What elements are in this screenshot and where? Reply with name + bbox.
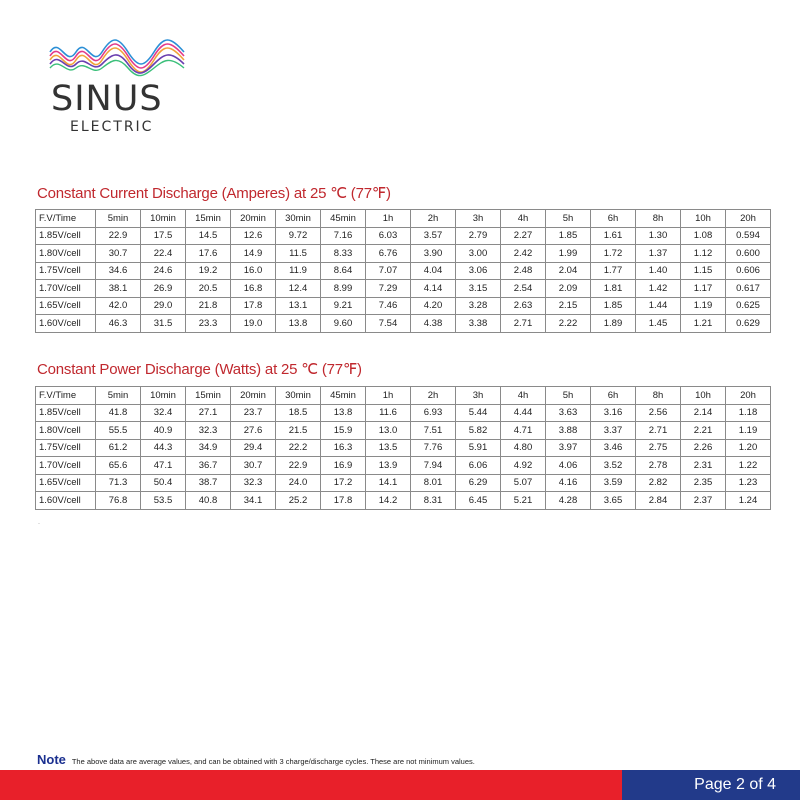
table-cell: 17.6 [186, 245, 231, 263]
table-cell: 17.2 [321, 474, 366, 492]
table-cell: 40.9 [141, 422, 186, 440]
power-discharge-title: Constant Power Discharge (Watts) at 25 ℃ (77℉) [37, 361, 362, 378]
column-header: 6h [591, 387, 636, 405]
table-cell: 1.20 [726, 439, 771, 457]
table-row [36, 474, 771, 492]
table-cell: 1.44 [636, 297, 681, 315]
table-cell: 2.54 [501, 280, 546, 298]
table-body [36, 404, 771, 509]
table-cell: 3.59 [591, 474, 636, 492]
table-cell: 34.1 [231, 492, 276, 510]
table-cell: 26.9 [141, 280, 186, 298]
table-cell: 13.8 [276, 315, 321, 333]
table-cell: 34.6 [96, 262, 141, 280]
table-cell: 0.594 [726, 227, 771, 245]
table-row [36, 422, 771, 440]
table-cell: 6.03 [366, 227, 411, 245]
table-cell: 17.5 [141, 227, 186, 245]
table-cell: 32.3 [231, 474, 276, 492]
row-label: 1.75V/cell [36, 262, 96, 280]
table-cell: 47.1 [141, 457, 186, 475]
table-cell: 1.24 [726, 492, 771, 510]
column-header: 10h [681, 387, 726, 405]
table-cell: 1.85 [591, 297, 636, 315]
footer-page-indicator [622, 770, 800, 800]
table-cell: 32.4 [141, 404, 186, 422]
row-label: 1.80V/cell [36, 422, 96, 440]
table-cell: 27.6 [231, 422, 276, 440]
table-cell: 42.0 [96, 297, 141, 315]
table-cell: 8.31 [411, 492, 456, 510]
table-cell: 34.9 [186, 439, 231, 457]
table-cell: 2.48 [501, 262, 546, 280]
row-label: 1.85V/cell [36, 227, 96, 245]
sine-wave-logo-icon [48, 38, 188, 78]
table-cell: 4.92 [501, 457, 546, 475]
table-cell: 22.4 [141, 245, 186, 263]
table-cell: 18.5 [276, 404, 321, 422]
row-label: 1.65V/cell [36, 297, 96, 315]
table-cell: 2.37 [681, 492, 726, 510]
table-cell: 2.71 [636, 422, 681, 440]
table-cell: 27.1 [186, 404, 231, 422]
table-cell: 21.8 [186, 297, 231, 315]
table-cell: 61.2 [96, 439, 141, 457]
brand-subtitle: ELECTRIC [70, 119, 154, 135]
note [37, 752, 475, 767]
table-cell: 5.21 [501, 492, 546, 510]
table-cell: 4.14 [411, 280, 456, 298]
table-cell: 6.93 [411, 404, 456, 422]
current-discharge-title: Constant Current Discharge (Amperes) at 25 ℃ (77℉) [37, 185, 391, 202]
table-cell: 1.81 [591, 280, 636, 298]
table-cell: 2.35 [681, 474, 726, 492]
table-cell: 1.15 [681, 262, 726, 280]
table-cell: 44.3 [141, 439, 186, 457]
table-cell: 5.44 [456, 404, 501, 422]
table-cell: 7.16 [321, 227, 366, 245]
table-cell: 8.64 [321, 262, 366, 280]
row-label: 1.60V/cell [36, 492, 96, 510]
table-cell: 2.15 [546, 297, 591, 315]
table-cell: 1.21 [681, 315, 726, 333]
current-discharge-table [35, 209, 771, 333]
column-header: 10min [141, 387, 186, 405]
table-cell: 2.84 [636, 492, 681, 510]
column-header: 20min [231, 210, 276, 228]
table-cell: 3.28 [456, 297, 501, 315]
table-cell: 3.97 [546, 439, 591, 457]
table-cell: 5.07 [501, 474, 546, 492]
table-header [36, 387, 771, 405]
table-cell: 5.82 [456, 422, 501, 440]
table-cell: 1.19 [726, 422, 771, 440]
table-cell: 29.0 [141, 297, 186, 315]
table-row [36, 492, 771, 510]
table-cell: 2.09 [546, 280, 591, 298]
table-row [36, 404, 771, 422]
table-cell: 2.26 [681, 439, 726, 457]
column-header: 45min [321, 210, 366, 228]
table-cell: 6.29 [456, 474, 501, 492]
table-row [36, 227, 771, 245]
table-cell: 8.33 [321, 245, 366, 263]
table-cell: 53.5 [141, 492, 186, 510]
column-header: 6h [591, 210, 636, 228]
table-cell: 7.94 [411, 457, 456, 475]
table-cell: 3.37 [591, 422, 636, 440]
table-row [36, 457, 771, 475]
table-cell: 1.22 [726, 457, 771, 475]
table-cell: 13.0 [366, 422, 411, 440]
table-row [36, 280, 771, 298]
note-text: The above data are average values, and can be obtained with 3 charge/discharge cycles. These are not minimum values. [71, 757, 475, 766]
table-cell: 17.8 [321, 492, 366, 510]
table-cell: 29.4 [231, 439, 276, 457]
table-cell: 19.2 [186, 262, 231, 280]
column-header: 15min [186, 387, 231, 405]
table-cell: 4.28 [546, 492, 591, 510]
table-cell: 4.38 [411, 315, 456, 333]
table-cell: 16.9 [321, 457, 366, 475]
column-header: 8h [636, 387, 681, 405]
power-discharge-table [35, 386, 771, 510]
table-cell: 5.91 [456, 439, 501, 457]
table-cell: 3.00 [456, 245, 501, 263]
table-cell: 4.20 [411, 297, 456, 315]
table-cell: 14.2 [366, 492, 411, 510]
table-cell: 13.9 [366, 457, 411, 475]
table-cell: 7.46 [366, 297, 411, 315]
table-cell: 0.629 [726, 315, 771, 333]
column-header: 5h [546, 387, 591, 405]
table-cell: 1.45 [636, 315, 681, 333]
table-cell: 1.37 [636, 245, 681, 263]
header-row [36, 210, 771, 228]
table-cell: 2.27 [501, 227, 546, 245]
table-cell: 2.31 [681, 457, 726, 475]
table-cell: 3.06 [456, 262, 501, 280]
table-cell: 3.65 [591, 492, 636, 510]
table-cell: 0.625 [726, 297, 771, 315]
table-cell: 30.7 [231, 457, 276, 475]
table-cell: 1.89 [591, 315, 636, 333]
header-row [36, 387, 771, 405]
row-label: 1.60V/cell [36, 315, 96, 333]
note-label: Note [37, 752, 66, 767]
table-cell: 23.3 [186, 315, 231, 333]
column-header: F.V/Time [36, 387, 96, 405]
table-cell: 22.9 [96, 227, 141, 245]
table-cell: 2.04 [546, 262, 591, 280]
column-header: 15min [186, 210, 231, 228]
table-cell: 4.80 [501, 439, 546, 457]
table-cell: 7.51 [411, 422, 456, 440]
table-cell: 40.8 [186, 492, 231, 510]
column-header: 3h [456, 387, 501, 405]
table-cell: 36.7 [186, 457, 231, 475]
table-cell: 4.44 [501, 404, 546, 422]
table-cell: 15.9 [321, 422, 366, 440]
column-header: 10h [681, 210, 726, 228]
table-cell: 1.17 [681, 280, 726, 298]
table-cell: 14.9 [231, 245, 276, 263]
table-cell: 4.71 [501, 422, 546, 440]
column-header: 4h [501, 210, 546, 228]
table-cell: 2.56 [636, 404, 681, 422]
table-cell: 31.5 [141, 315, 186, 333]
table-cell: 24.0 [276, 474, 321, 492]
column-header: 10min [141, 210, 186, 228]
table-cell: 19.0 [231, 315, 276, 333]
table-cell: 3.57 [411, 227, 456, 245]
table-cell: 20.5 [186, 280, 231, 298]
table-cell: 2.79 [456, 227, 501, 245]
column-header: F.V/Time [36, 210, 96, 228]
column-header: 2h [411, 387, 456, 405]
table-cell: 46.3 [96, 315, 141, 333]
table-cell: 12.4 [276, 280, 321, 298]
table-cell: 2.21 [681, 422, 726, 440]
table-cell: 9.60 [321, 315, 366, 333]
table-cell: 24.6 [141, 262, 186, 280]
row-label: 1.80V/cell [36, 245, 96, 263]
table-cell: 1.40 [636, 262, 681, 280]
table-cell: 4.04 [411, 262, 456, 280]
column-header: 3h [456, 210, 501, 228]
table-row [36, 262, 771, 280]
table-cell: 3.63 [546, 404, 591, 422]
column-header: 20h [726, 210, 771, 228]
row-label: 1.70V/cell [36, 280, 96, 298]
table-cell: 13.5 [366, 439, 411, 457]
table-cell: 7.07 [366, 262, 411, 280]
table-cell: 55.5 [96, 422, 141, 440]
row-label: 1.70V/cell [36, 457, 96, 475]
column-header: 4h [501, 387, 546, 405]
table-cell: 1.08 [681, 227, 726, 245]
column-header: 30min [276, 210, 321, 228]
table-cell: 11.9 [276, 262, 321, 280]
table-cell: 3.90 [411, 245, 456, 263]
table-cell: 16.3 [321, 439, 366, 457]
table-cell: 1.99 [546, 245, 591, 263]
dot-mark: · [38, 521, 40, 527]
table-cell: 2.75 [636, 439, 681, 457]
table-cell: 7.29 [366, 280, 411, 298]
table-cell: 11.5 [276, 245, 321, 263]
table-row [36, 439, 771, 457]
table-cell: 1.19 [681, 297, 726, 315]
table-cell: 25.2 [276, 492, 321, 510]
table-cell: 8.99 [321, 280, 366, 298]
table-cell: 2.42 [501, 245, 546, 263]
table-cell: 1.23 [726, 474, 771, 492]
column-header: 20h [726, 387, 771, 405]
brand-logo [48, 38, 188, 135]
table-cell: 3.46 [591, 439, 636, 457]
table-cell: 2.22 [546, 315, 591, 333]
table-cell: 13.1 [276, 297, 321, 315]
table-row [36, 315, 771, 333]
table-cell: 21.5 [276, 422, 321, 440]
table-cell: 2.63 [501, 297, 546, 315]
table-cell: 1.30 [636, 227, 681, 245]
table-cell: 3.52 [591, 457, 636, 475]
table-cell: 41.8 [96, 404, 141, 422]
column-header: 45min [321, 387, 366, 405]
table-cell: 1.12 [681, 245, 726, 263]
row-label: 1.85V/cell [36, 404, 96, 422]
table-row [36, 297, 771, 315]
table-cell: 38.1 [96, 280, 141, 298]
table-row [36, 245, 771, 263]
table-cell: 6.76 [366, 245, 411, 263]
table-cell: 14.5 [186, 227, 231, 245]
table-cell: 13.8 [321, 404, 366, 422]
table-cell: 16.0 [231, 262, 276, 280]
table-cell: 23.7 [231, 404, 276, 422]
table-cell: 1.18 [726, 404, 771, 422]
table-cell: 4.16 [546, 474, 591, 492]
table-cell: 6.06 [456, 457, 501, 475]
table-cell: 22.2 [276, 439, 321, 457]
table-cell: 32.3 [186, 422, 231, 440]
table-cell: 38.7 [186, 474, 231, 492]
table-cell: 4.06 [546, 457, 591, 475]
column-header: 5min [96, 210, 141, 228]
footer-red-bar [0, 770, 622, 800]
table-cell: 14.1 [366, 474, 411, 492]
brand-name: SINUS [51, 79, 163, 119]
table-cell: 0.600 [726, 245, 771, 263]
table-cell: 7.76 [411, 439, 456, 457]
table-cell: 1.72 [591, 245, 636, 263]
table-cell: 17.8 [231, 297, 276, 315]
column-header: 1h [366, 210, 411, 228]
table-cell: 2.78 [636, 457, 681, 475]
table-cell: 3.16 [591, 404, 636, 422]
table-cell: 11.6 [366, 404, 411, 422]
page-number: Page 2 of 4 [694, 776, 776, 793]
table-cell: 9.72 [276, 227, 321, 245]
column-header: 30min [276, 387, 321, 405]
table-cell: 3.38 [456, 315, 501, 333]
table-body [36, 227, 771, 332]
column-header: 5h [546, 210, 591, 228]
table-cell: 2.71 [501, 315, 546, 333]
table-cell: 2.14 [681, 404, 726, 422]
table-cell: 71.3 [96, 474, 141, 492]
table-cell: 6.45 [456, 492, 501, 510]
column-header: 5min [96, 387, 141, 405]
table-cell: 65.6 [96, 457, 141, 475]
table-cell: 1.85 [546, 227, 591, 245]
table-cell: 30.7 [96, 245, 141, 263]
table-cell: 3.15 [456, 280, 501, 298]
table-cell: 1.77 [591, 262, 636, 280]
row-label: 1.65V/cell [36, 474, 96, 492]
table-cell: 2.82 [636, 474, 681, 492]
table-cell: 3.88 [546, 422, 591, 440]
table-header [36, 210, 771, 228]
table-cell: 12.6 [231, 227, 276, 245]
table-cell: 7.54 [366, 315, 411, 333]
table-cell: 1.42 [636, 280, 681, 298]
column-header: 8h [636, 210, 681, 228]
column-header: 1h [366, 387, 411, 405]
table-cell: 0.606 [726, 262, 771, 280]
column-header: 2h [411, 210, 456, 228]
table-cell: 16.8 [231, 280, 276, 298]
column-header: 20min [231, 387, 276, 405]
table-cell: 8.01 [411, 474, 456, 492]
table-cell: 22.9 [276, 457, 321, 475]
table-cell: 0.617 [726, 280, 771, 298]
table-cell: 1.61 [591, 227, 636, 245]
row-label: 1.75V/cell [36, 439, 96, 457]
table-cell: 50.4 [141, 474, 186, 492]
table-cell: 9.21 [321, 297, 366, 315]
table-cell: 76.8 [96, 492, 141, 510]
